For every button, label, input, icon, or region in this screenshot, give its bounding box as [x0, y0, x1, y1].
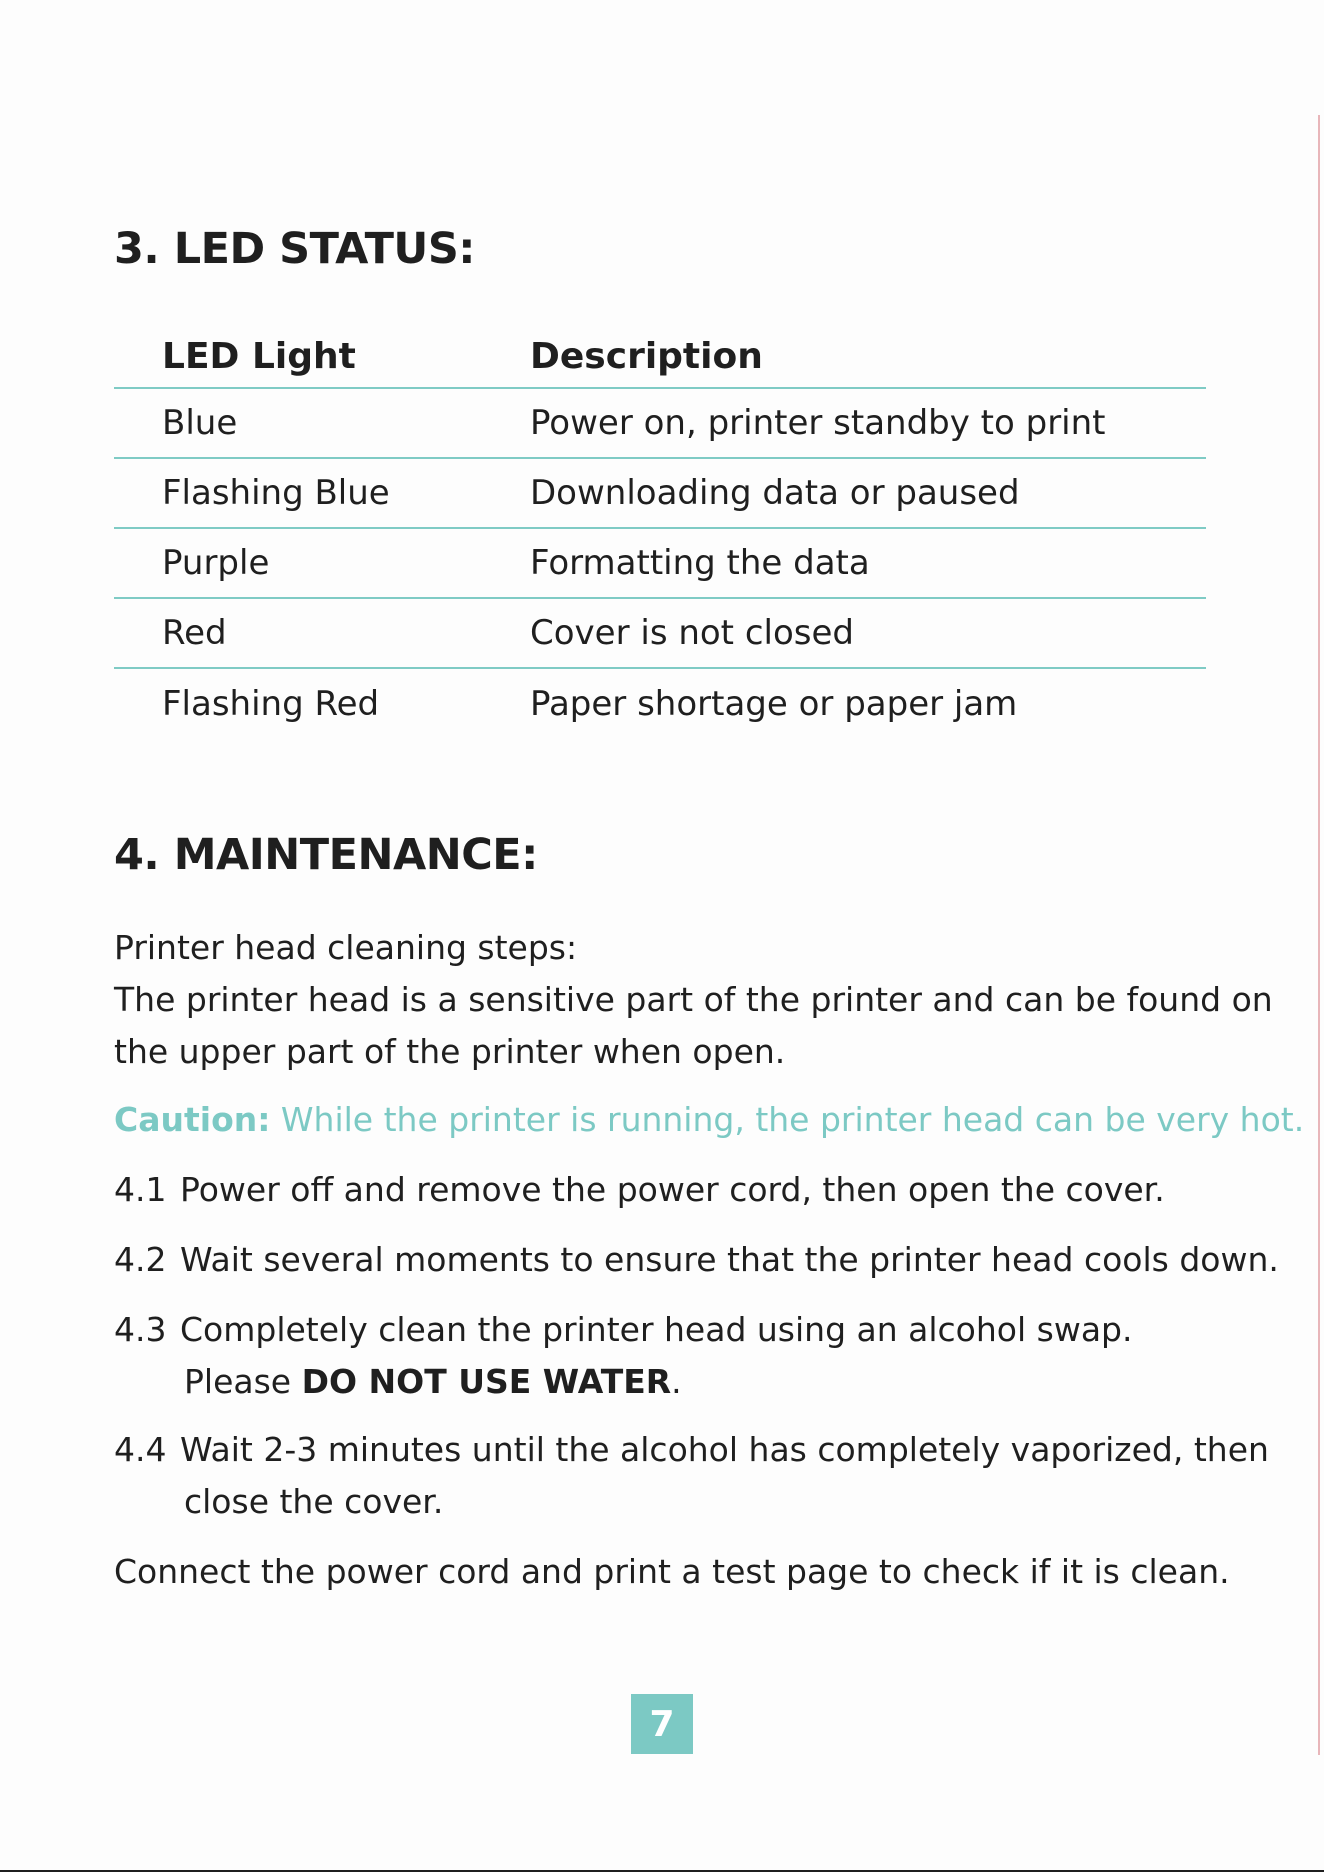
intro-heading: Printer head cleaning steps:	[114, 928, 578, 967]
step-continuation	[114, 1356, 1132, 1408]
description-cell: Paper shortage or paper jam	[530, 684, 1018, 724]
caution-label: Caution:	[114, 1100, 271, 1139]
table-row	[114, 459, 1206, 529]
led-light-cell: Blue	[162, 403, 238, 443]
led-light-cell: Purple	[162, 543, 270, 583]
step-number: 4.2	[114, 1240, 167, 1279]
page-edge-line	[1318, 115, 1320, 1755]
page-number-badge: 7	[631, 1694, 693, 1754]
led-light-cell: Red	[162, 613, 227, 653]
step-continuation-text: Please	[184, 1362, 302, 1401]
step-text: Power off and remove the power cord, then open the cover.	[180, 1170, 1165, 1209]
step-number: 4.4	[114, 1430, 167, 1469]
warning-emphasis: DO NOT USE WATER	[301, 1362, 672, 1401]
step-item	[114, 1304, 1132, 1408]
step-item	[114, 1234, 1279, 1286]
description-cell: Cover is not closed	[530, 613, 854, 653]
table-header	[114, 325, 1206, 389]
led-status-table	[114, 325, 1206, 739]
table-row	[114, 669, 1206, 739]
step-text: Wait several moments to ensure that the printer head cools down.	[180, 1240, 1279, 1279]
led-status-title: 3. LED STATUS:	[114, 224, 475, 274]
description-cell: Power on, printer standby to print	[530, 403, 1106, 443]
led-light-cell: Flashing Blue	[162, 473, 390, 513]
intro-paragraph-line: the upper part of the printer when open.	[114, 1032, 786, 1071]
step-number: 4.3	[114, 1310, 167, 1349]
step-number: 4.1	[114, 1170, 167, 1209]
step-item	[114, 1424, 1269, 1528]
caution-text: While the printer is running, the printer head can be very hot.	[270, 1100, 1305, 1139]
step-item	[114, 1164, 1165, 1216]
caution-note	[114, 1094, 1304, 1146]
header-led-light: LED Light	[162, 335, 356, 377]
intro-paragraph-line: The printer head is a sensitive part of the printer and can be found on	[114, 980, 1273, 1019]
step-text: Wait 2-3 minutes until the alcohol has completely vaporized, then	[180, 1430, 1269, 1469]
led-light-cell: Flashing Red	[162, 684, 380, 724]
header-description: Description	[530, 335, 763, 377]
closing-text: Connect the power cord and print a test page to check if it is clean.	[114, 1552, 1230, 1591]
step-continuation: close the cover.	[184, 1482, 444, 1521]
description-cell: Downloading data or paused	[530, 473, 1020, 513]
description-cell: Formatting the data	[530, 543, 870, 583]
table-row	[114, 599, 1206, 669]
step-text: Completely clean the printer head using an alcohol swap.	[180, 1310, 1133, 1349]
maintenance-title: 4. MAINTENANCE:	[114, 830, 538, 880]
step-continuation-suffix: .	[671, 1362, 682, 1401]
table-row	[114, 389, 1206, 459]
table-row	[114, 529, 1206, 599]
